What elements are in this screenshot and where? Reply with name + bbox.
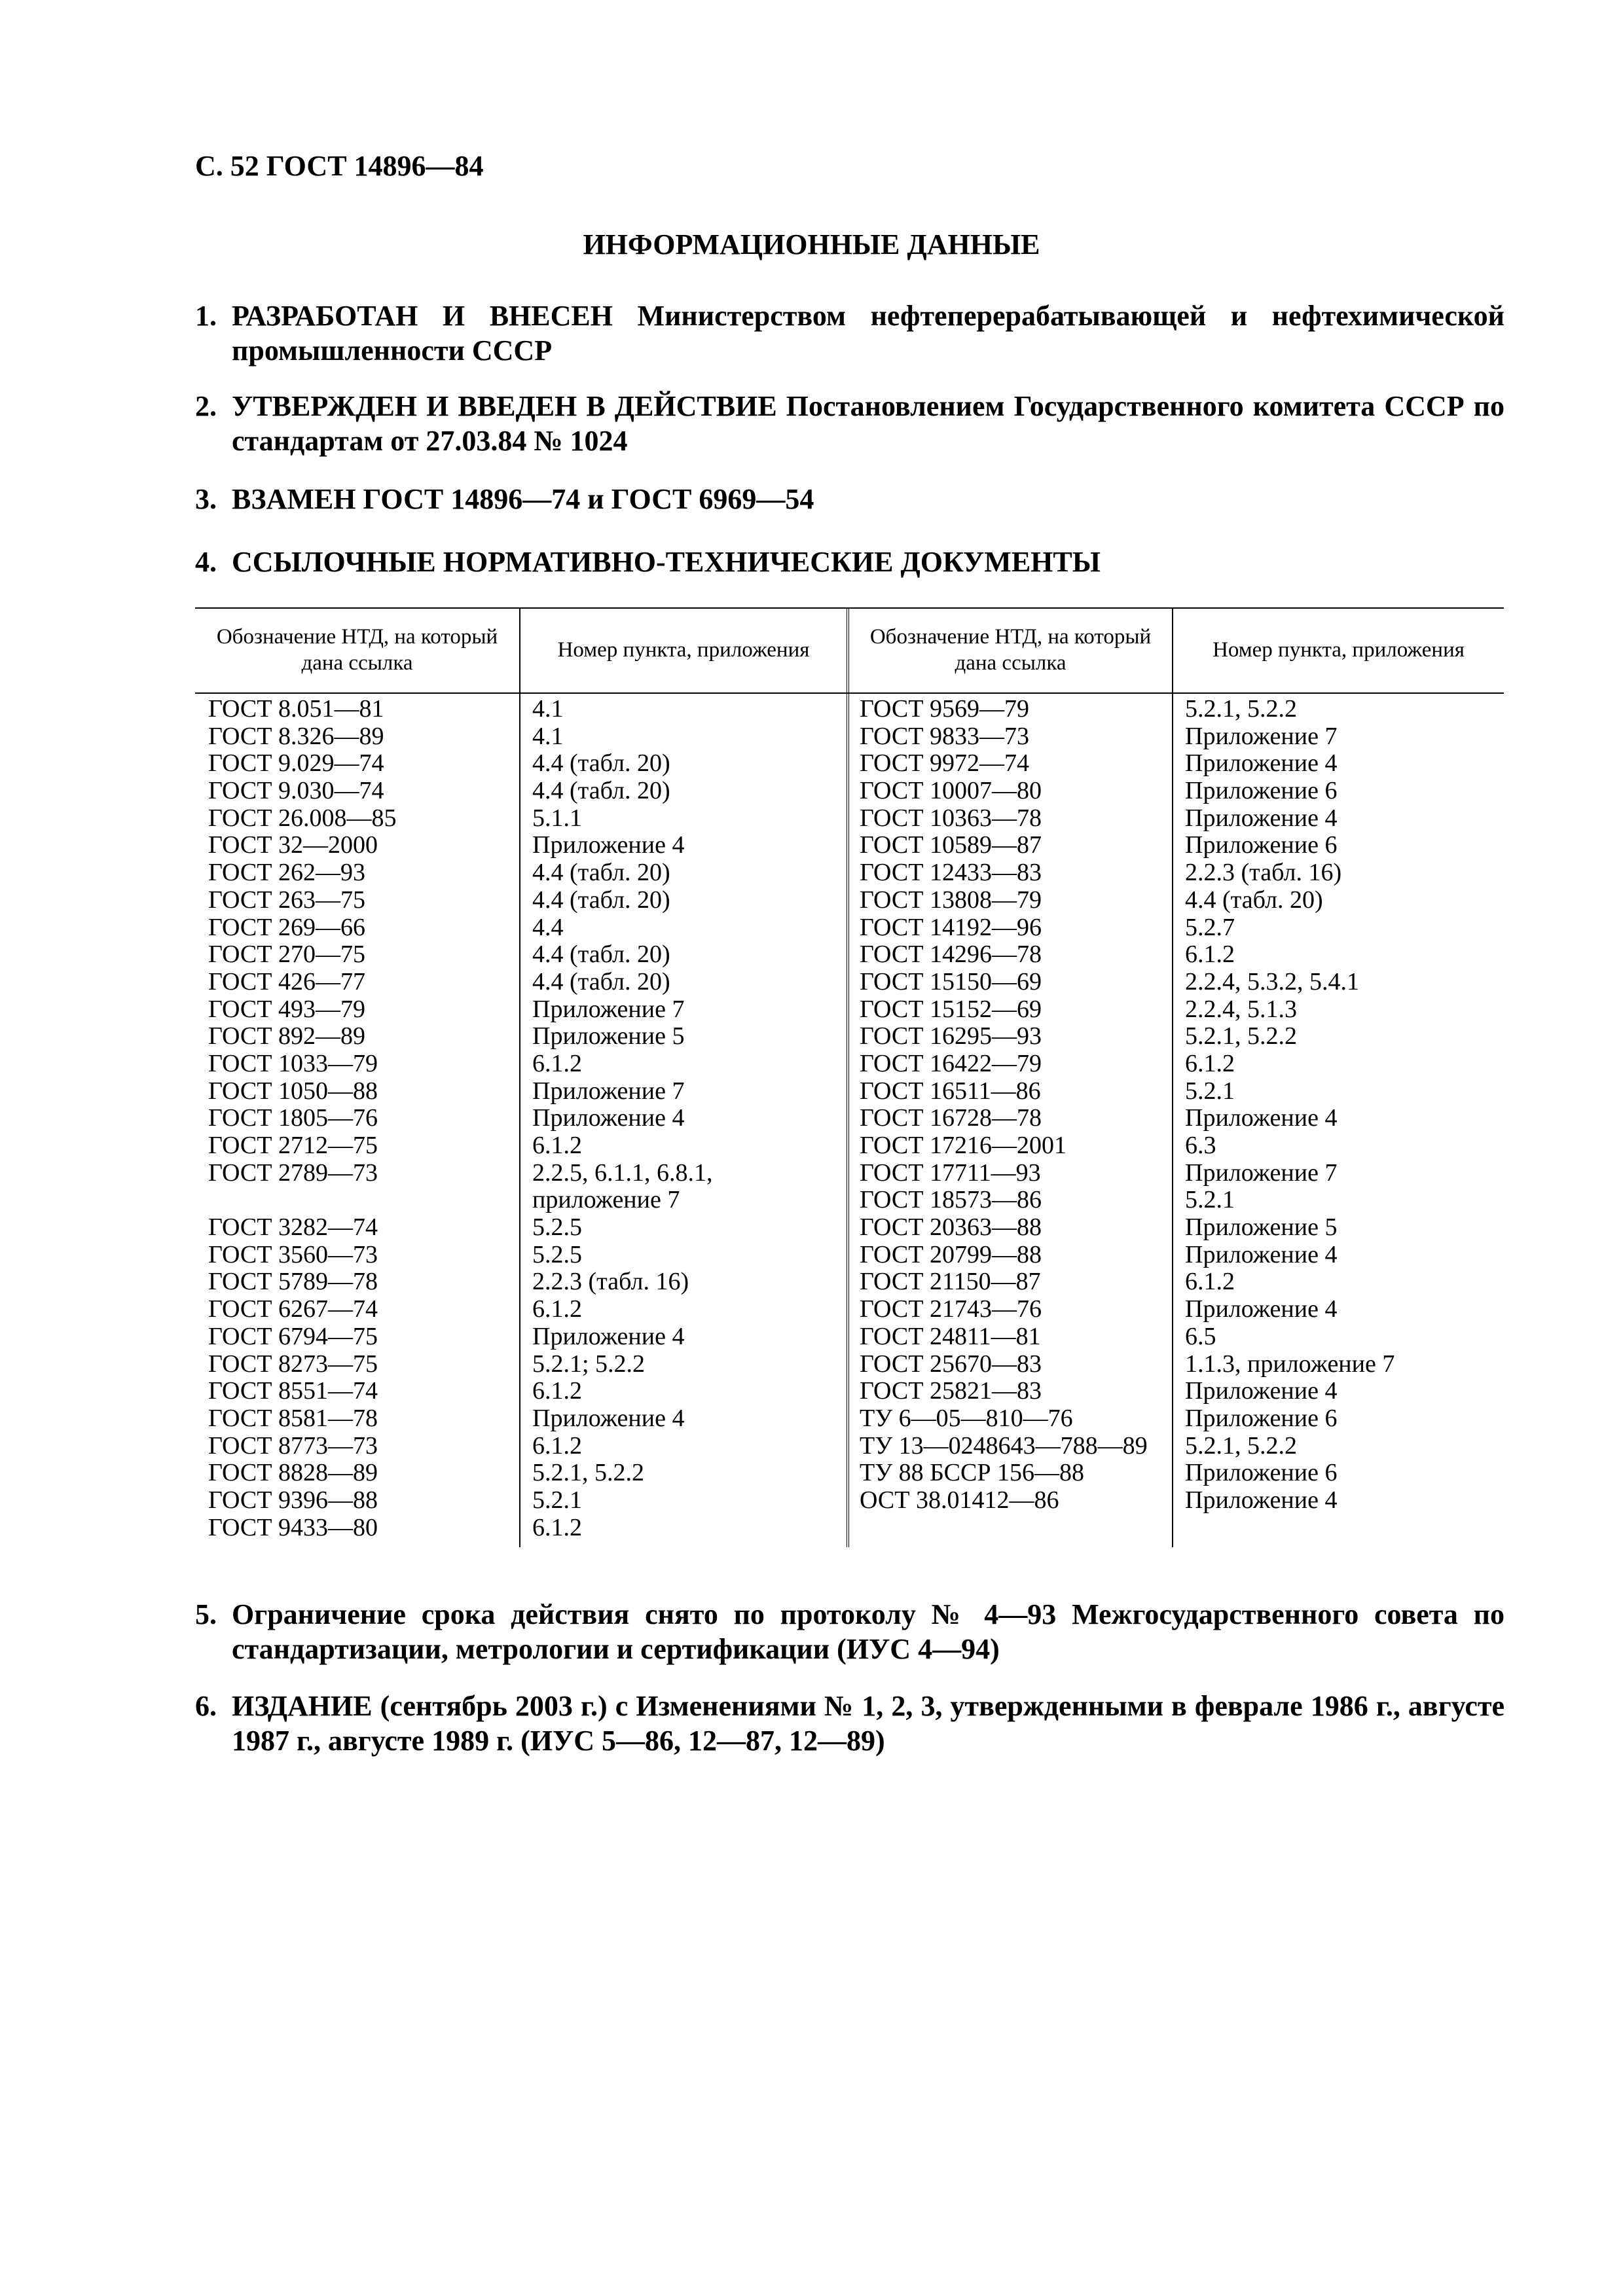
table-cell-ntd: ГОСТ 892—89 [208, 1022, 365, 1050]
table-cell-clause: Приложение 6 [1185, 1459, 1338, 1487]
table-cell-clause: 4.4 [532, 913, 564, 941]
table-cell-ntd: ГОСТ 21743—76 [860, 1295, 1042, 1323]
table-cell-ntd: ГОСТ 270—75 [208, 941, 365, 969]
table-cell-clause: 5.2.1 [1185, 1077, 1235, 1105]
table-cell-ntd: ГОСТ 21150—87 [860, 1268, 1041, 1296]
info-item-3 [195, 482, 1504, 516]
page-header: С. 52 ГОСТ 14896—84 [195, 150, 484, 182]
info-item-5 [195, 1597, 1504, 1666]
item-number: 2. [195, 390, 217, 422]
table-cell-clause: 2.2.3 (табл. 16) [1185, 859, 1342, 887]
table-cell-clause: 4.4 (табл. 20) [532, 859, 670, 887]
table-cell-ntd: ГОСТ 8.326—89 [208, 722, 384, 750]
table-cell-ntd: ГОСТ 9569—79 [860, 695, 1029, 723]
table-cell-ntd: ГОСТ 3560—73 [208, 1240, 378, 1268]
table-header-rule [195, 692, 1504, 694]
table-cell-ntd: ГОСТ 25670—83 [860, 1350, 1042, 1378]
column-divider [519, 607, 520, 1547]
table-cell-ntd: ГОСТ 2789—73 [208, 1158, 378, 1187]
left-clause-column [532, 696, 840, 1541]
table-cell-ntd: ГОСТ 14192—96 [860, 913, 1042, 941]
table-cell-ntd: ГОСТ 20799—88 [860, 1240, 1042, 1268]
table-cell-ntd: ГОСТ 8551—74 [208, 1377, 378, 1405]
table-cell-ntd: ГОСТ 15152—69 [860, 995, 1042, 1023]
table-cell-ntd: ГОСТ 12433—83 [860, 859, 1042, 887]
table-cell-ntd: ГОСТ 10589—87 [860, 831, 1042, 859]
table-cell-clause: 5.2.1, 5.2.2 [1185, 1022, 1297, 1050]
info-item-1 [195, 298, 1504, 368]
item-number: 4. [195, 546, 217, 578]
table-cell-ntd: ГОСТ 9.030—74 [208, 777, 384, 805]
table-cell-ntd: ГОСТ 24811—81 [860, 1322, 1041, 1350]
table-cell-ntd: ГОСТ 1805—76 [208, 1104, 378, 1132]
table-cell-ntd: ГОСТ 17216—2001 [860, 1132, 1067, 1159]
table-cell-ntd: ГОСТ 13808—79 [860, 886, 1042, 914]
table-cell-ntd: ГОСТ 1033—79 [208, 1049, 378, 1077]
table-cell-ntd: ГОСТ 16511—86 [860, 1077, 1041, 1105]
table-cell-ntd: ГОСТ 263—75 [208, 886, 365, 914]
right-clause-column [1185, 696, 1499, 1515]
table-cell-clause: 5.2.1, 5.2.2 [1185, 1431, 1297, 1460]
table-cell-clause: 4.4 (табл. 20) [1185, 886, 1323, 914]
table-cell-ntd: ГОСТ 493—79 [208, 995, 365, 1023]
table-cell-clause: Приложение 4 [532, 1104, 685, 1132]
table-cell-clause: 4.4 (табл. 20) [532, 886, 670, 914]
table-cell-clause: 6.1.2 [1185, 1268, 1235, 1296]
table-cell-clause: 5.2.7 [1185, 913, 1235, 941]
table-cell-clause: 6.1.2 [1185, 1049, 1235, 1077]
table-cell-clause: 6.1.2 [1185, 941, 1235, 969]
table-cell-clause: Приложение 4 [1185, 1295, 1338, 1323]
info-item-4 [195, 545, 1504, 579]
table-cell-ntd: ГОСТ 26.008—85 [208, 804, 397, 832]
table-cell-ntd: ГОСТ 269—66 [208, 913, 365, 941]
info-item-2 [195, 389, 1504, 458]
table-cell-clause: 5.2.1 [1185, 1186, 1235, 1214]
table-cell-ntd: ГОСТ 6267—74 [208, 1295, 378, 1323]
table-cell-clause: 4.1 [532, 722, 564, 750]
table-cell-clause: 2.2.4, 5.1.3 [1185, 995, 1297, 1023]
table-cell-clause: 4.4 (табл. 20) [532, 967, 670, 996]
table-cell-clause: 4.4 (табл. 20) [532, 941, 670, 969]
table-cell-clause: 5.2.1; 5.2.2 [532, 1350, 646, 1378]
header-clause: Номер пункта, приложения [1213, 638, 1465, 662]
table-cell-ntd: ГОСТ 9396—88 [208, 1486, 378, 1514]
table-cell-ntd: ГОСТ 2712—75 [208, 1132, 378, 1159]
column-divider-middle [847, 607, 849, 1547]
table-cell-ntd: ГОСТ 14296—78 [860, 941, 1042, 969]
item-text: Ограничение срока действия снято по протоколу № 4—93 Межгосударственного совета по стандартизации, метрологии и сертификации (ИУС 4—94) [232, 1598, 1504, 1665]
item-number: 5. [195, 1598, 217, 1630]
table-cell-clause: 5.2.5 [532, 1240, 582, 1268]
table-cell-clause: Приложение 4 [1185, 749, 1338, 778]
table-cell-clause: Приложение 5 [1185, 1213, 1338, 1242]
table-cell-ntd: ГОСТ 8273—75 [208, 1350, 378, 1378]
table-cell-clause: 5.2.1, 5.2.2 [532, 1459, 644, 1487]
table-cell-clause: 2.2.5, 6.1.1, 6.8.1, приложение 7 [532, 1158, 713, 1214]
table-cell-ntd: ГОСТ 9972—74 [860, 749, 1029, 778]
table-cell-clause: 6.5 [1185, 1322, 1216, 1350]
item-number: 3. [195, 483, 217, 515]
table-cell-ntd: ГОСТ 10007—80 [860, 777, 1042, 805]
item-number: 1. [195, 300, 217, 332]
table-cell-clause: 6.1.2 [532, 1377, 582, 1405]
table-cell-ntd: ГОСТ 32—2000 [208, 831, 378, 859]
table-cell-ntd: ГОСТ 9833—73 [860, 722, 1029, 750]
table-cell-clause: 1.1.3, приложение 7 [1185, 1350, 1395, 1378]
table-cell-clause: 6.1.2 [532, 1049, 582, 1077]
table-cell-ntd: ГОСТ 25821—83 [860, 1377, 1042, 1405]
item-text: ВЗАМЕН ГОСТ 14896—74 и ГОСТ 6969—54 [232, 483, 814, 515]
table-cell-ntd: ГОСТ 16295—93 [860, 1022, 1042, 1050]
item-text: УТВЕРЖДЕН И ВВЕДЕН В ДЕЙСТВИЕ Постановлением Государственного комитета СССР по стандартам от 27.03.84 № 1024 [232, 390, 1504, 457]
table-cell-ntd: ГОСТ 16422—79 [860, 1049, 1042, 1077]
table-cell-clause: Приложение 7 [1185, 1158, 1338, 1187]
table-cell-ntd: ГОСТ 5789—78 [208, 1268, 378, 1296]
table-cell-ntd: ГОСТ 8581—78 [208, 1404, 378, 1432]
table-cell-clause: Приложение 4 [1185, 1486, 1338, 1514]
table-cell-clause: 4.4 (табл. 20) [532, 749, 670, 778]
table-cell-ntd: ГОСТ 1050—88 [208, 1077, 378, 1105]
table-cell-clause: 5.2.5 [532, 1213, 582, 1242]
left-ntd-column [208, 696, 516, 1541]
table-cell-clause: Приложение 7 [1185, 722, 1338, 750]
table-cell-ntd: ГОСТ 3282—74 [208, 1213, 378, 1242]
info-item-6 [195, 1689, 1504, 1758]
table-cell-clause: Приложение 4 [1185, 804, 1338, 832]
table-cell-clause: Приложение 4 [532, 1322, 685, 1350]
table-cell-ntd: ГОСТ 18573—86 [860, 1186, 1042, 1214]
table-cell-ntd: ТУ 88 БССР 156—88 [860, 1459, 1085, 1487]
table-cell-ntd: ТУ 6—05—810—76 [860, 1404, 1073, 1432]
table-cell-ntd: ГОСТ 20363—88 [860, 1213, 1042, 1242]
header-ntd: Обозначение НТД, на который дана ссылка [216, 625, 498, 675]
table-cell-clause: Приложение 4 [1185, 1104, 1338, 1132]
table-cell-clause: 2.2.4, 5.3.2, 5.4.1 [1185, 967, 1359, 996]
table-cell-ntd: ГОСТ 8773—73 [208, 1431, 378, 1460]
page-title: ИНФОРМАЦИОННЫЕ ДАННЫЕ [583, 228, 1040, 260]
reference-documents-table [195, 607, 1504, 1547]
table-cell-ntd: ГОСТ 17711—93 [860, 1158, 1041, 1187]
table-cell-ntd: ГОСТ 9.029—74 [208, 749, 384, 778]
table-cell-clause: Приложение 7 [532, 1077, 685, 1105]
table-cell-ntd: ГОСТ 426—77 [208, 967, 365, 996]
table-cell-clause: 6.1.2 [532, 1295, 582, 1323]
table-cell-clause: 4.1 [532, 695, 564, 723]
table-cell-clause: Приложение 4 [1185, 1240, 1338, 1268]
table-cell-ntd: ГОСТ 262—93 [208, 859, 365, 887]
table-cell-clause: Приложение 4 [532, 831, 685, 859]
table-cell-clause: Приложение 6 [1185, 777, 1338, 805]
table-cell-ntd: ТУ 13—0248643—788—89 [860, 1431, 1148, 1460]
table-cell-ntd: ГОСТ 9433—80 [208, 1513, 378, 1541]
table-cell-clause: 6.3 [1185, 1132, 1216, 1159]
item-text: ССЫЛОЧНЫЕ НОРМАТИВНО-ТЕХНИЧЕСКИЕ ДОКУМЕНТЫ [232, 546, 1101, 578]
table-cell-clause: Приложение 4 [1185, 1377, 1338, 1405]
table-cell-ntd: ГОСТ 10363—78 [860, 804, 1042, 832]
table-cell-ntd: ОСТ 38.01412—86 [860, 1486, 1059, 1514]
table-cell-clause: 6.1.2 [532, 1132, 582, 1159]
table-cell-ntd: ГОСТ 16728—78 [860, 1104, 1042, 1132]
table-cell-clause: 2.2.3 (табл. 16) [532, 1268, 689, 1296]
item-text: ИЗДАНИЕ (сентябрь 2003 г.) с Изменениями № 1, 2, 3, утвержденными в феврале 1986 г., августе 1987 г., августе 1989 г. (ИУС 5—86, 12—87, 12—89) [232, 1690, 1504, 1757]
table-cell-clause: Приложение 6 [1185, 1404, 1338, 1432]
table-cell-clause: Приложение 7 [532, 995, 685, 1023]
item-number: 6. [195, 1690, 217, 1722]
table-cell-clause: 5.2.1 [532, 1486, 582, 1514]
table-cell-clause: 6.1.2 [532, 1431, 582, 1460]
table-cell-clause: Приложение 6 [1185, 831, 1338, 859]
table-cell-clause: Приложение 5 [532, 1022, 685, 1050]
table-cell-ntd: ГОСТ 6794—75 [208, 1322, 378, 1350]
right-ntd-column [860, 696, 1167, 1515]
table-cell-ntd: ГОСТ 8.051—81 [208, 695, 384, 723]
table-cell-ntd: ГОСТ 8828—89 [208, 1459, 378, 1487]
table-cell-ntd: ГОСТ 15150—69 [860, 967, 1042, 996]
table-cell-clause: 4.4 (табл. 20) [532, 777, 670, 805]
table-cell-clause: 6.1.2 [532, 1513, 582, 1541]
column-divider [1172, 607, 1173, 1547]
header-clause: Номер пункта, приложения [557, 638, 810, 662]
table-cell-clause: 5.1.1 [532, 804, 582, 832]
table-cell-clause: 5.2.1, 5.2.2 [1185, 695, 1297, 723]
table-cell-clause: Приложение 4 [532, 1404, 685, 1432]
header-ntd: Обозначение НТД, на который дана ссылка [869, 625, 1152, 675]
item-text: РАЗРАБОТАН И ВНЕСЕН Министерством нефтеперерабатывающей и нефтехимической промышленности СССР [232, 300, 1504, 367]
